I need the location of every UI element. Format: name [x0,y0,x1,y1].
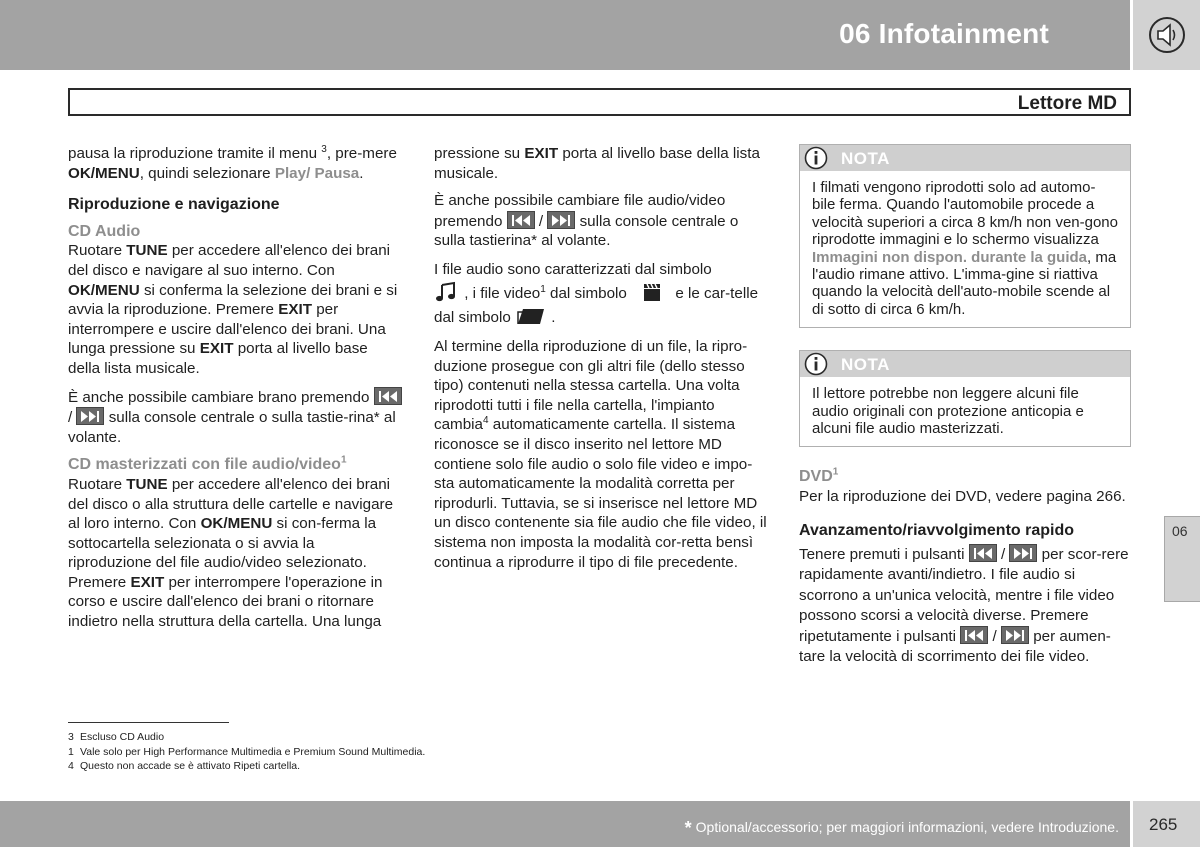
fast-forward-paragraph [799,544,1131,667]
note-body [800,171,1130,327]
skip-forward-icon [1009,544,1037,562]
footnote-text: Escluso CD Audio [80,731,165,743]
clapperboard-icon [639,281,665,303]
music-note-icon [434,281,460,303]
header-bar [0,0,1130,70]
text: per aumen-tare la velocità di scorrimento dei file video. [799,628,1111,666]
text: , quindi selezionare [139,164,271,182]
footnote-ref: 1 [540,283,546,295]
chapter-title: 06 Infotainment [839,18,1049,49]
text: I filmati vengono riprodotti solo ad automo-bile ferma. Quando l'automobile procede a velocità superiori a circa 8 km/h non ven-gono riprodotte immagini e lo schermo visualizza [812,179,1118,249]
speaker-icon [1147,15,1187,55]
section-title: Lettore MD [1017,93,1117,114]
text: , pre-mere [326,145,397,162]
intro-paragraph [68,144,402,183]
footnote-text: Vale solo per High Performance Multimedia e Premium Sound Multimedia. [80,745,426,758]
text: per accedere all'elenco dei brani del disco o alla struttura delle cartelle e navigare al loro interno. Con [68,475,394,533]
column-2 [434,144,768,580]
text: , i file video [464,284,541,302]
control-name: EXIT [278,301,312,319]
text: porta al livello base della lista musicale. [434,145,760,182]
chapter-icon-box [1133,0,1200,70]
skip-forward-icon [547,211,575,229]
note-label: NOTA [841,149,890,168]
note-body: Il lettore potrebbe non leggere alcuni file audio originali con protezione anticopia e alcuni file audio masterizzati. [812,385,1084,438]
separator: / [68,409,73,427]
info-icon [804,146,828,170]
page-number: 265 [1149,815,1178,834]
footnote-ref: 4 [482,415,489,427]
change-file-paragraph [434,191,768,251]
control-name: EXIT [524,145,559,162]
playback-behavior-paragraph [434,337,768,572]
exit-paragraph [434,144,768,183]
text: Tenere premuti i pulsanti [799,546,965,564]
control-name: EXIT [130,573,165,591]
text: Al termine della riproduzione di un file, la ripro-duzione prosegue con gli altri file (dello stesso tipo) contenuti nella stessa cartella. Una volta riprodotti tutti i file nella cartella, l'impianto cambia [434,337,748,434]
text: per interrompere l'operazione in corso e uscire dall'elenco dei brani o ritornare indietro nella struttura della cartella. Una lunga [68,573,383,631]
footnotes [68,730,425,774]
separator: / [538,212,544,230]
control-name: TUNE [126,475,168,493]
folder-icon [515,305,547,327]
text: per interrompere e uscire dall'elenco dei brani. Una lunga pressione su [68,301,386,358]
text: È anche possibile cambiare brano premendo [68,388,370,406]
footer-bar [0,801,1130,847]
cd-change-track-paragraph [68,387,402,448]
footer-text: Optional/accessorio; per maggiori informazioni, vedere Introduzione. [695,819,1119,835]
menu-option: Play/ Pausa [274,164,360,182]
footnote-ref: 1 [340,454,347,466]
text: pausa la riproduzione tramite il menu [68,145,318,162]
skip-back-icon [374,387,402,405]
text: Ruotare [68,242,123,260]
heading-burned-cd [68,455,402,475]
footer-note [685,818,1119,839]
separator: / [992,628,997,646]
chapter-tab-label: 06 [1172,523,1188,539]
text: si conferma la selezione dei brani e si avvia la riproduzione. Premere [68,281,398,319]
footnote-text: Questo non accade se è attivato Ripeti cartella. [80,760,301,772]
note-box-copyprotect [799,350,1131,447]
skip-forward-icon [76,407,104,425]
cd-audio-paragraph [68,241,402,378]
dvd-paragraph: Per la riproduzione dei DVD, vedere pagina 266. [799,488,1126,506]
control-name: OK/MENU [68,164,140,182]
note-label: NOTA [841,355,890,375]
file-symbols-paragraph [434,259,768,329]
text: per scor-rere rapidamente avanti/indietro. I file audio si scorrono a un'unica velocità, mentre i file video possono scorsi a velocità diverse. Premere ripetutamente i pulsanti [799,546,1129,646]
note-header [800,351,1130,377]
footnote-number: 4 [68,760,74,772]
control-name: OK/MENU [200,515,273,533]
footnote-number: 3 [68,731,74,743]
text: È anche possibile cambiare file audio/video premendo [434,192,726,230]
skip-back-icon [969,544,997,562]
skip-back-icon [507,211,535,229]
text: . [551,308,556,326]
text: per accedere all'elenco dei brani del disco e navigare al suo interno. Con [68,242,391,279]
footnote-ref: 1 [832,467,839,479]
skip-forward-icon [1001,626,1029,644]
text: DVD [799,468,833,486]
asterisk: * [684,818,692,838]
column-1 [68,144,402,640]
footnote-number: 1 [68,745,74,758]
footnote-item [68,745,425,760]
heading-fast-forward: Avanzamento/riavvolgimento rapido [799,521,1075,539]
control-name: EXIT [199,340,234,358]
text: sulla console centrale o sulla tastie-rina* al volante. [68,409,396,446]
screen-message: Immagini non dispon. durante la guida [812,248,1088,266]
footnote-item [68,759,425,774]
footnote-ref: 3 [321,143,327,155]
info-icon [804,352,828,376]
column-3 [799,144,1131,675]
text: dal simbolo [550,284,627,302]
control-name: OK/MENU [68,281,140,299]
text: sulla console centrale o sulla tastierina* al volante. [434,212,739,250]
text: . [359,164,364,182]
page-number-box [1133,801,1200,847]
text: , ma l'audio rimane attivo. L'imma-gine si riattiva quando la velocità dell'auto-mobile scende al di sotto di circa 6 km/h. [812,248,1117,318]
text: automaticamente cartella. Il sistema riconosce se il disco inserito nel lettore MD contiene solo file audio o solo file video e impo-sta automaticamente la modalità corretta per riprodurli. Tuttavia, se si inserisce nel lettore MD un disco contenente sia file audio che file video, il sistema non imposta la modalità cor-retta bensì continua a riprodurre il tipo di file precedente. [434,416,767,571]
note-box-video [799,144,1131,328]
burned-cd-paragraph [68,475,402,632]
text: pressione su [434,145,521,162]
footnote-item [68,730,425,745]
text: e le car-telle dal simbolo [434,284,759,326]
skip-back-icon [960,626,988,644]
chapter-side-tab[interactable] [1164,516,1200,602]
footnote-divider [68,722,229,723]
text: I file audio sono caratterizzati dal simbolo [434,260,712,278]
heading-dvd [799,467,1131,487]
heading-navigation: Riproduzione e navigazione [68,196,280,214]
note-header [800,145,1130,171]
control-name: TUNE [126,242,168,260]
section-title-box [68,88,1131,116]
text: CD masterizzati con file audio/video [68,456,341,474]
text: si con-ferma la sottocartella selezionata o si avvia la riproduzione del file audio/video selezionato. Premere [68,515,377,591]
separator: / [1000,546,1006,564]
text: Ruotare [68,475,123,493]
text: porta al livello base della lista musicale. [68,340,368,377]
heading-cd-audio: CD Audio [68,222,141,240]
